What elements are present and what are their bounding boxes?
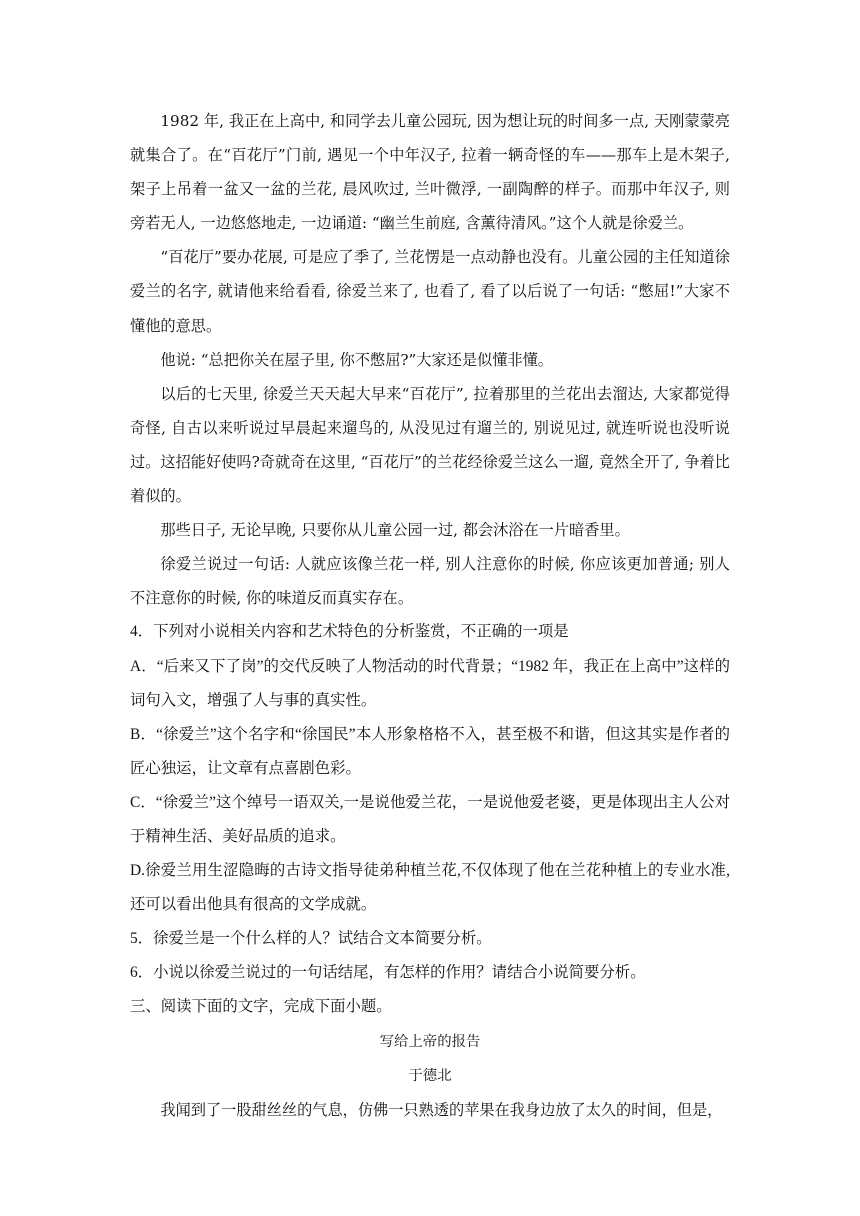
- question-6: 6．小说以徐爱兰说过的一句话结尾，有怎样的作用？请结合小说简要分析。: [130, 964, 646, 982]
- article-first-line: 我闻到了一股甜丝丝的气息，仿佛一只熟透的苹果在我身边放了太久的时间，但是，: [160, 1100, 723, 1119]
- section-3-heading: 三、阅读下面的文字，完成下面小题。: [130, 998, 392, 1016]
- passage-paragraph: “百花厅”要办花展, 可是应了季了, 兰花愣是一点动静也没有。儿童公园的主任知道徐爱兰的名字, 就请他来给看看, 徐爱兰来了, 也看了, 看了以后说了一句话: “憋屈!”大家不懂他的意思。: [130, 248, 730, 335]
- passage-paragraph: 他说: “总把你关在屋子里, 你不憋屈?”大家还是似懂非懂。: [160, 350, 553, 369]
- passage-paragraph: 那些日子, 无论早晚, 只要你从儿童公园一过, 都会沐浴在一片暗香里。: [160, 521, 630, 540]
- passage-paragraph: 1982 年, 我正在上高中, 和同学去儿童公园玩, 因为想让玩的时间多一点, 天刚蒙蒙亮就集合了。在“百花厅”门前, 遇见一个中年汉子, 拉着一辆奇怪的车——那车上是木架子, 架子上吊着一盆又一盆的兰花, 晨风吹过, 兰叶微浮, 一副陶醉的样子。而那中年汉子, 则旁若无人, 一边悠悠地走, 一边诵道: “幽兰生前庭, 含薰待清风。”这个人就是徐爱兰。: [130, 112, 730, 233]
- question-4-option-b: B．“徐爱兰”这个名字和“徐国民”本人形象格格不入，甚至极不和谐，但这其实是作者的匠心独运，让文章有点喜剧色彩。: [130, 725, 730, 777]
- document-page: [130, 104, 730, 1127]
- question-4-stem: 4．下列对小说相关内容和艺术特色的分析鉴赏，不正确的一项是: [130, 623, 569, 641]
- question-4-option-c: C．“徐爱兰”这个绰号一语双关,一是说他爱兰花，一是说他爱老婆，更是体现出主人公对于精神生活、美好品质的追求。: [130, 793, 730, 845]
- article-author: 于德北: [408, 1067, 452, 1084]
- passage-paragraph: 以后的七天里, 徐爱兰天天起大早来“百花厅”, 拉着那里的兰花出去溜达, 大家都觉得奇怪, 自古以来听说过早晨起来遛鸟的, 从没见过有遛兰的, 别说见过, 就连听说也没听说过。这招能好使吗?奇就奇在这里, “百花厅”的兰花经徐爱兰这么一遛, 竟然全开了, 争着比着似的。: [130, 384, 730, 506]
- article-title: 写给上帝的报告: [379, 1033, 481, 1050]
- question-5: 5．徐爱兰是一个什么样的人？试结合文本简要分析。: [130, 930, 492, 948]
- question-4-option-d: D.徐爱兰用生涩隐晦的古诗文指导徒弟种植兰花,不仅体现了他在兰花种植上的专业水准,还可以看出他具有很高的文学成就。: [130, 862, 730, 914]
- question-4-option-a: A．“后来又下了岗”的交代反映了人物活动的时代背景；“1982 年，我正在上高中”这样的词句入文，增强了人与事的真实性。: [130, 657, 730, 709]
- passage-paragraph: 徐爱兰说过一句话: 人就应该像兰花一样, 别人注意你的时候, 你应该更加普通; 别人不注意你的时候, 你的味道反而真实存在。: [130, 555, 730, 608]
